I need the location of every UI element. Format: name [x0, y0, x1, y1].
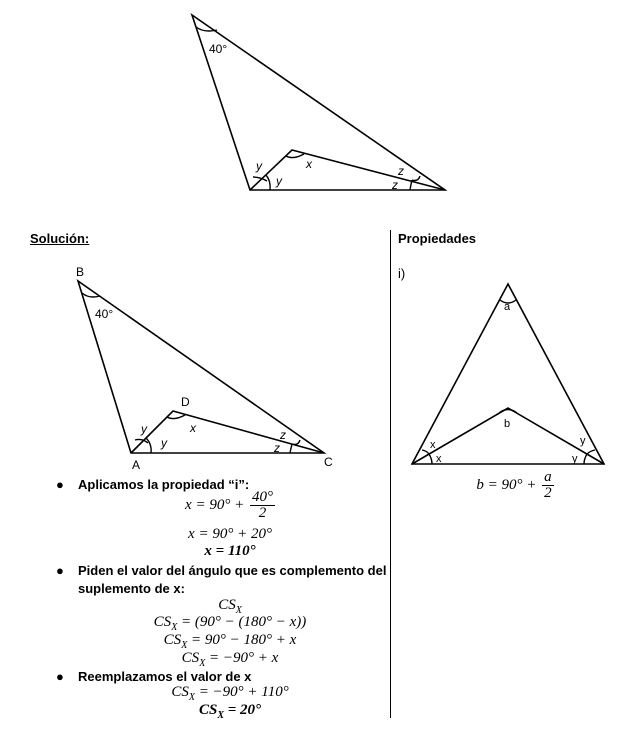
bullet-3-text: Reemplazamos el valor de x [78, 669, 252, 684]
property-item-label: i) [398, 266, 406, 281]
property-formula-numerator: a [544, 469, 552, 485]
cs-subscript: X [188, 692, 195, 703]
solution-arc-y2 [146, 438, 151, 453]
cs-subscript: X [235, 605, 242, 616]
top-arc-40 [196, 27, 217, 31]
top-label-y1: y [256, 159, 262, 173]
property-formula-lhs: b = 90° + [476, 476, 537, 493]
property-formula-denominator: 2 [544, 485, 552, 501]
property-arc-y2 [584, 454, 587, 464]
properties-heading: Propiedades [398, 231, 477, 246]
eq1-numerator: 40° [251, 489, 273, 505]
bullet-1-text: Aplicamos la propiedad “i”: [78, 477, 250, 492]
solution-label-y1: y [141, 422, 147, 436]
solution-arc-x [167, 415, 185, 419]
property-formula [440, 470, 590, 501]
cs-line3-rhs: = 90° − 180° + x [187, 632, 297, 648]
cs-symbol: CS [218, 597, 236, 613]
property-arc-x2 [429, 454, 432, 464]
property-label-y2: y [572, 453, 578, 465]
column-divider [390, 230, 391, 718]
solution-angle-40: 40° [95, 307, 114, 321]
cs-symbol: CS [163, 632, 182, 648]
bullet-dot: ● [56, 563, 64, 578]
bullet-dot: ● [56, 477, 64, 492]
property-label-x1: x [430, 439, 436, 451]
solution-label-z1: z [280, 428, 286, 442]
equation-cs-line4 [130, 650, 330, 669]
cs-symbol: CS [198, 702, 218, 718]
solution-outer-triangle [78, 281, 324, 453]
solution-triangle-figure [0, 260, 390, 475]
property-triangle-figure [396, 270, 626, 470]
cs-subscript: X [217, 710, 224, 721]
vertex-D: D [181, 395, 190, 409]
top-triangle-figure [0, 0, 636, 230]
solution-label-y2: y [161, 436, 167, 450]
eq1-fraction [250, 490, 275, 521]
top-arc-z1 [412, 176, 420, 181]
cs-symbol: CS [153, 614, 172, 630]
equation-cs-line2 [130, 614, 330, 633]
top-label-y2: y [276, 174, 282, 188]
solution-arc-z1 [292, 440, 300, 445]
top-label-z2: z [392, 178, 398, 192]
property-arc-y1 [587, 450, 595, 454]
bullet-complement-supplement [56, 562, 388, 598]
top-outer-triangle [192, 15, 445, 190]
cs-line2-rhs: = (90° − (180° − x)) [177, 614, 307, 630]
solution-label-z2: z [274, 441, 280, 455]
solution-arc-z2 [290, 444, 292, 453]
property-arc-x1 [422, 450, 429, 454]
property-angle-b: b [504, 418, 511, 430]
top-label-z1: z [398, 164, 404, 178]
equation-x-line2: x = 90° + 20° [188, 526, 272, 542]
equation-final-result [130, 702, 330, 721]
vertex-B: B [76, 265, 85, 279]
eq1-denominator: 2 [258, 505, 267, 521]
property-label-x2: x [436, 453, 442, 465]
solution-heading: Solución: [30, 231, 90, 246]
equation-x-line1 [130, 490, 330, 521]
top-arc-y2 [266, 175, 270, 190]
bullet-dot: ● [56, 669, 64, 684]
top-arc-x [286, 154, 304, 158]
property-angle-a: a [504, 301, 511, 313]
cs-subscript: X [181, 640, 188, 651]
cs-line4-rhs: = −90° + x [205, 650, 279, 666]
cs-symbol: CS [181, 650, 200, 666]
cs-subscript: X [199, 658, 206, 669]
property-formula-fraction [542, 470, 554, 501]
equation-cs-line3 [130, 632, 330, 651]
top-label-x: x [306, 157, 312, 171]
cs-symbol: CS [171, 684, 189, 700]
bullet-2-text: Piden el valor del ángulo que es complemento del suplemento de x: [78, 563, 387, 596]
vertex-C: C [324, 455, 333, 469]
solution-label-x: x [190, 421, 196, 435]
vertex-A: A [132, 458, 141, 472]
final-result-rhs: = 20° [223, 702, 262, 718]
property-label-y1: y [580, 435, 586, 447]
equation-x-result: x = 110° [204, 543, 256, 559]
equation-final-line1 [130, 684, 330, 703]
eq1-lhs: x = 90° + [185, 496, 245, 513]
top-angle-40: 40° [209, 42, 228, 56]
final-line1-rhs: = −90° + 110° [194, 684, 289, 700]
cs-subscript: X [171, 622, 178, 633]
